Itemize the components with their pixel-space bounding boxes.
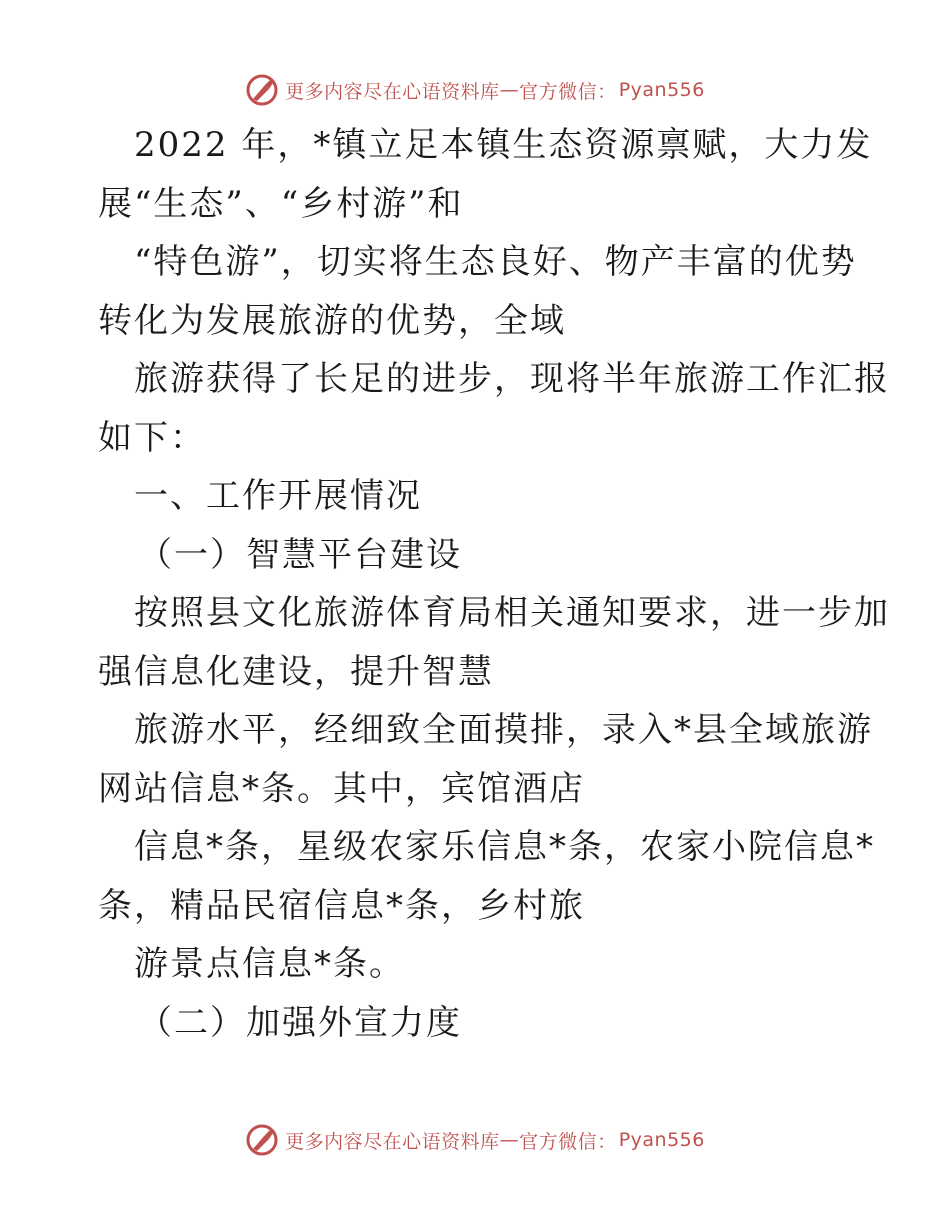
paragraph-line: 网站信息*条。其中，宾馆酒店 bbox=[98, 768, 585, 809]
paragraph-2 bbox=[98, 233, 858, 350]
paragraph-line: 旅游获得了长足的进步，现将半年旅游工作汇报 bbox=[134, 359, 890, 399]
paragraph-line: 如下： bbox=[98, 417, 206, 458]
paragraph-line: 强信息化建设，提升智慧 bbox=[98, 651, 494, 692]
paragraph-7 bbox=[98, 935, 858, 994]
heading-line: （一）智慧平台建设 bbox=[138, 534, 462, 575]
paragraph-line: 转化为发展旅游的优势，全域 bbox=[98, 300, 566, 341]
paragraph-3 bbox=[98, 350, 890, 467]
subsection-heading-1 bbox=[98, 526, 858, 585]
paragraph-line: 展“生态”、“乡村游”和 bbox=[98, 183, 464, 224]
watermark-wechat-id: Pyan556 bbox=[618, 1129, 705, 1151]
heading-line: 一、工作开展情况 bbox=[134, 476, 422, 516]
watermark-wechat-id: Pyan556 bbox=[618, 79, 705, 101]
paragraph-4 bbox=[98, 584, 890, 701]
paragraph-line: 条，精品民宿信息*条，乡村旅 bbox=[98, 885, 585, 926]
watermark-wechat-label: 官方微信： bbox=[519, 80, 617, 103]
subsection-heading-2 bbox=[98, 994, 858, 1053]
footer-watermark bbox=[0, 1120, 950, 1160]
watermark-separator: — bbox=[499, 79, 520, 101]
paragraph-6 bbox=[98, 818, 875, 935]
paragraph-line: 按照县文化旅游体育局相关通知要求，进一步加 bbox=[134, 593, 890, 633]
paragraph-1 bbox=[98, 116, 873, 233]
paragraph-line: 游景点信息*条。 bbox=[134, 944, 405, 984]
watermark-text: 更多内容尽在心语资料库 bbox=[285, 80, 500, 103]
pen-seal-logo-icon bbox=[245, 73, 279, 107]
paragraph-line: “特色游”，切实将生态良好、物产丰富的优势 bbox=[134, 242, 857, 282]
document-body bbox=[98, 116, 890, 1052]
paragraph-line: 信息*条，星级农家乐信息*条，农家小院信息* bbox=[134, 827, 875, 867]
watermark-wechat-label: 官方微信： bbox=[519, 1130, 617, 1153]
pen-seal-logo-icon bbox=[245, 1123, 279, 1157]
watermark-separator: — bbox=[499, 1129, 520, 1151]
paragraph-5 bbox=[98, 701, 873, 818]
watermark-text: 更多内容尽在心语资料库 bbox=[285, 1130, 500, 1153]
header-watermark bbox=[0, 70, 950, 110]
paragraph-line: 旅游水平，经细致全面摸排，录入*县全域旅游 bbox=[134, 710, 873, 750]
paragraph-line: 2022 年，*镇立足本镇生态资源禀赋，大力发 bbox=[134, 125, 873, 165]
section-heading bbox=[98, 467, 858, 526]
heading-line: （二）加强外宣力度 bbox=[138, 1002, 462, 1043]
